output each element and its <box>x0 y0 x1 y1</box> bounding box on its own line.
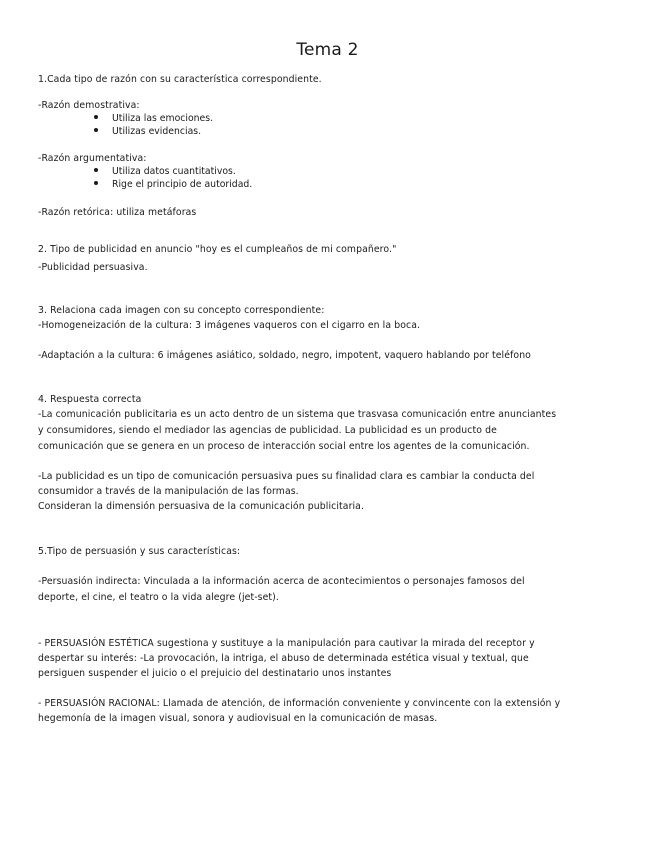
section-4-p1-line: -La comunicación publicitaria es un acto dentro de un sistema que trasvasa comunicación entre anunciantes <box>38 409 557 420</box>
section-4-p2-line: -La publicidad es un tipo de comunicación persuasiva pues su finalidad clara es cambiar la conducta del <box>38 471 535 482</box>
razon-retorica-line: -Razón retórica: utiliza metáforas <box>38 207 197 218</box>
section-2-heading: 2. Tipo de publicidad en anuncio "hoy es el cumpleaños de mi compañero." <box>38 244 397 255</box>
persuasion-estetica-line: despertar su interés: -La provocación, la intriga, el abuso de determinada estética visual y textual, que <box>38 653 529 664</box>
razon-demostrativa-label: -Razón demostrativa: <box>38 100 140 111</box>
section-1-heading: 1.Cada tipo de razón con su característica correspondiente. <box>38 74 322 85</box>
persuasion-estetica-line: persiguen suspender el juicio o el prejuicio del destinatario unos instantes <box>38 668 392 679</box>
persuasion-indirecta-line: deporte, el cine, el teatro o la vida alegre (jet-set). <box>38 592 279 603</box>
razon-argumentativa-label: -Razón argumentativa: <box>38 153 147 164</box>
section-3-line-1: -Homogeneización de la cultura: 3 imágenes vaqueros con el cigarro en la boca. <box>38 320 421 331</box>
section-5-heading: 5.Tipo de persuasión y sus características: <box>38 546 241 557</box>
persuasion-racional-line: hegemonía de la imagen visual, sonora y audiovisual en la comunicación de masas. <box>38 713 438 724</box>
section-4-p1-line: comunicación que se genera en un proceso de interacción social entre los agentes de la comunicación. <box>38 441 530 452</box>
section-4-heading: 4. Respuesta correcta <box>38 394 142 405</box>
section-3-line-2: -Adaptación a la cultura: 6 imágenes asiático, soldado, negro, impotent, vaquero hablando por teléfono <box>38 350 531 361</box>
bullet-icon <box>94 168 98 172</box>
section-4-p2-line: Consideran la dimensión persuasiva de la comunicación publicitaria. <box>38 501 365 512</box>
persuasion-estetica-line: - PERSUASIÓN ESTÉTICA sugestiona y sustituye a la manipulación para cautivar la mirada del receptor y <box>38 638 535 649</box>
bullet-icon <box>94 115 98 119</box>
persuasion-racional-line: - PERSUASIÓN RACIONAL: Llamada de atención, de información conveniente y convincente con la extensión y <box>38 698 561 709</box>
page-title: Tema 2 <box>296 40 359 60</box>
section-4-p2-line: consumidor a través de la manipulación de las formas. <box>38 486 299 497</box>
section-2-answer: -Publicidad persuasiva. <box>38 262 148 273</box>
bullet-icon <box>94 181 98 185</box>
bullet-item: Utiliza datos cuantitativos. <box>94 166 236 178</box>
bullet-item: Rige el principio de autoridad. <box>94 179 252 191</box>
persuasion-indirecta-line: -Persuasión indirecta: Vinculada a la información acerca de acontecimientos o personajes famosos del <box>38 576 525 587</box>
bullet-item: Utilizas evidencias. <box>94 126 201 138</box>
section-3-heading: 3. Relaciona cada imagen con su concepto correspondiente: <box>38 305 325 316</box>
bullet-item: Utiliza las emociones. <box>94 113 213 125</box>
section-4-p1-line: y consumidores, siendo el mediador las agencias de publicidad. La publicidad es un producto de <box>38 425 497 436</box>
bullet-icon <box>94 128 98 132</box>
